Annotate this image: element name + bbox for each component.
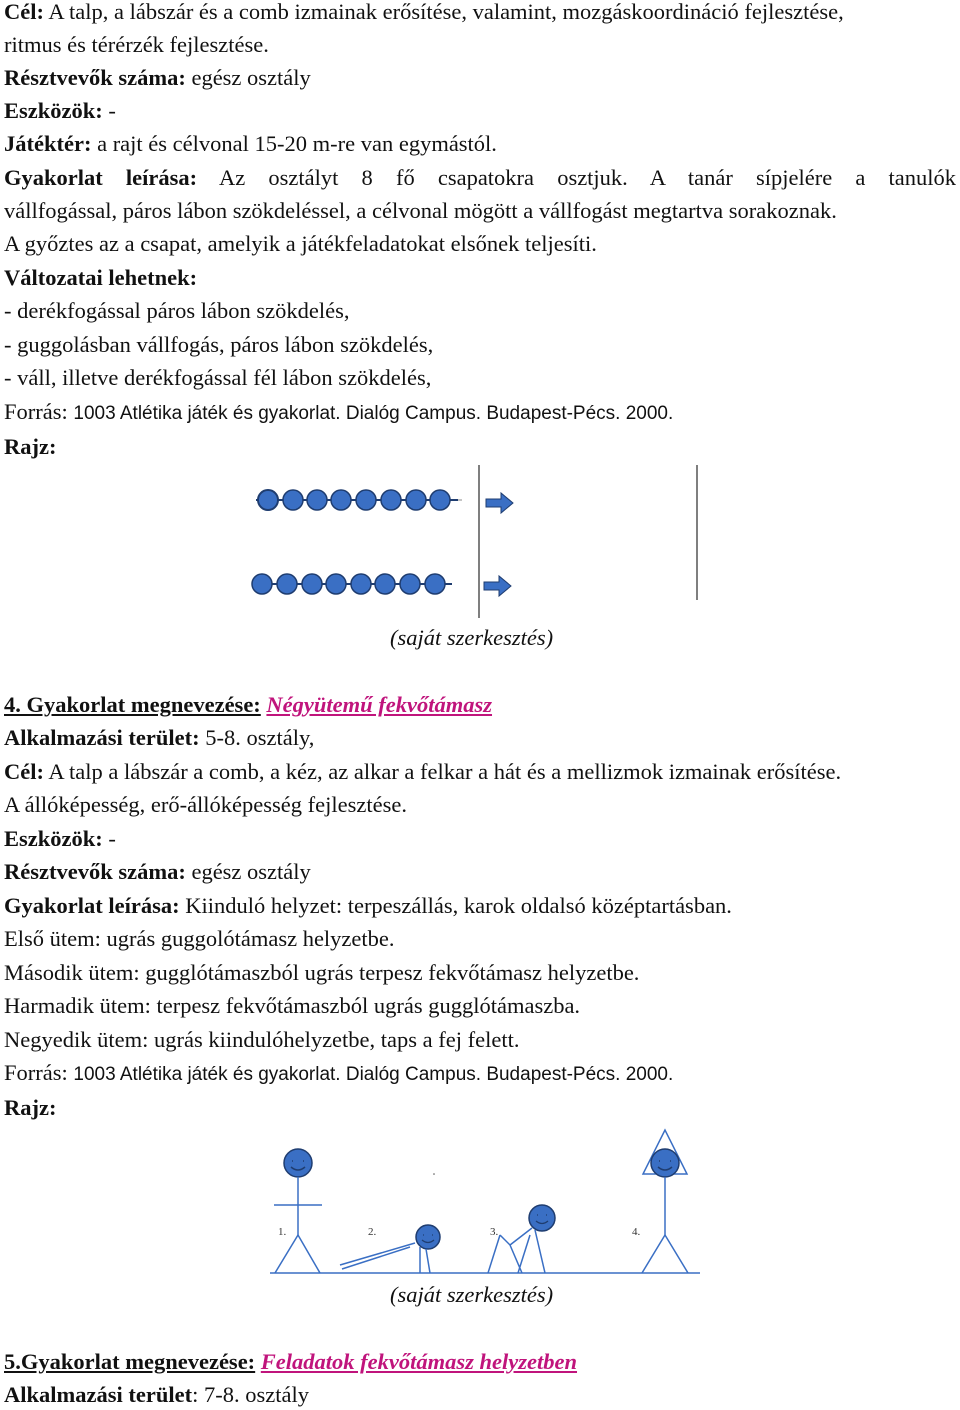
- stick-figure-3: [488, 1205, 555, 1273]
- ex3-tools-value: -: [102, 98, 116, 123]
- ex4-area-value: 5-8. osztály,: [199, 725, 315, 750]
- ex5-area-label: Alkalmazási terület: [4, 1382, 193, 1407]
- child-icon: [252, 574, 272, 594]
- smiley-face-icon: [651, 1149, 679, 1177]
- ex5-heading-title: Feladatok fekvőtámasz helyzetben: [260, 1349, 578, 1374]
- team-race-drawing: [240, 460, 720, 620]
- ex4-step-2: Második ütem: gugglótámaszból ugrás terpesz fekvőtámasz helyzetbe.: [4, 960, 640, 985]
- ex3-participants-label: Résztvevők száma:: [4, 65, 186, 90]
- ex3-desc-line1: [4, 163, 956, 193]
- ex3-goal-line2: ritmus és térérzék fejlesztése.: [4, 32, 269, 57]
- ex4-participants-label: Résztvevők száma:: [4, 859, 186, 884]
- child-icon: [307, 490, 327, 510]
- ex3-source-value: 1003 Atlétika játék és gyakorlat. Dialóg Campus. Budapest-Pécs. 2000.: [73, 403, 674, 424]
- team-row-2: [252, 574, 452, 594]
- ex4-source: [4, 1058, 673, 1090]
- figure-number-4: 4.: [632, 1226, 641, 1238]
- arrow-right-icon: [486, 493, 513, 513]
- child-icon: [425, 574, 445, 594]
- ex3-source: [4, 397, 673, 429]
- child-icon: [331, 490, 351, 510]
- ex3-field-label: Játéktér:: [4, 131, 92, 156]
- smiley-face-icon: [529, 1205, 555, 1231]
- ex3-goal-text: A talp, a lábszár és a comb izmainak erősítése, valamint, mozgáskoordináció fejlesztése,: [43, 0, 844, 24]
- ex4-goal-line2: A állóképesség, erő-állóképesség fejlesztése.: [4, 792, 407, 817]
- ex3-source-label: Forrás:: [4, 399, 74, 424]
- ex3-goal-label: Cél:: [4, 0, 44, 24]
- ex3-drawing-label: Rajz:: [4, 434, 57, 459]
- ex4-area: [4, 723, 314, 753]
- ex4-tools: [4, 824, 116, 854]
- ex3-tools-label: Eszközök:: [4, 98, 103, 123]
- child-icon: [430, 490, 450, 510]
- figure-number-1: 1.: [278, 1226, 287, 1238]
- smiley-face-icon: [284, 1149, 312, 1177]
- stick-figure-2: [340, 1225, 440, 1273]
- child-icon: [326, 574, 346, 594]
- stick-figure-1: [274, 1149, 322, 1273]
- team-row-1: [256, 490, 462, 510]
- ex4-tools-value: -: [102, 826, 116, 851]
- child-icon: [258, 490, 278, 510]
- ex4-desc-value: Kiinduló helyzet: terpeszállás, karok oldalsó középtartásban.: [179, 893, 732, 918]
- ex3-field-value: a rajt és célvonal 15-20 m-re van egymástól.: [91, 131, 497, 156]
- ex5-area: [4, 1380, 309, 1410]
- ex4-heading: [4, 690, 492, 720]
- ex4-step-1: Első ütem: ugrás guggolótámasz helyzetbe.: [4, 926, 395, 951]
- ex3-variant-1: - derékfogással páros lábon szökdelés,: [4, 298, 350, 323]
- child-icon: [351, 574, 371, 594]
- ex3-goal-line1: [4, 0, 844, 27]
- ex4-desc: [4, 891, 732, 921]
- ex3-desc-label: Gyakorlat leírása:: [4, 165, 198, 190]
- ex4-participants-value: egész osztály: [185, 859, 311, 884]
- ex3-variant-3: - váll, illetve derékfogással fél lábon szökdelés,: [4, 365, 432, 390]
- ex4-goal-text: A talp a lábszár a comb, a kéz, az alkar a felkar a hát és a mellizmok izmainak erősítése.: [43, 759, 842, 784]
- child-icon: [406, 490, 426, 510]
- figure-number-2: 2.: [368, 1226, 377, 1238]
- ex4-caption: (saját szerkesztés): [390, 1282, 554, 1307]
- ex4-heading-title: Négyütemű fekvőtámasz: [266, 692, 493, 717]
- ex4-goal-line1: [4, 757, 841, 787]
- ex4-step-3: Harmadik ütem: terpesz fekvőtámaszból ugrás gugglótámaszba.: [4, 993, 581, 1018]
- ex4-step-4: Negyedik ütem: ugrás kiindulóhelyzetbe, taps a fej felett.: [4, 1027, 520, 1052]
- ex4-goal-label: Cél:: [4, 759, 44, 784]
- ex4-source-value: 1003 Atlétika játék és gyakorlat. Dialóg Campus. Budapest-Pécs. 2000.: [73, 1064, 674, 1085]
- child-icon: [302, 574, 322, 594]
- ex4-tools-label: Eszközök:: [4, 826, 103, 851]
- ex3-tools: [4, 96, 116, 126]
- ex3-desc-line2: vállfogással, páros lábon szökdeléssel, a célvonal mögött a vállfogást megtartva sorakoznak.: [4, 198, 837, 223]
- ex4-desc-label: Gyakorlat leírása:: [4, 893, 180, 918]
- ex5-area-value: : 7-8. osztály: [192, 1382, 309, 1407]
- child-icon: [283, 490, 303, 510]
- ex3-variant-2: - guggolásban vállfogás, páros lábon szökdelés,: [4, 332, 434, 357]
- arrow-right-icon: [484, 576, 511, 596]
- ex3-field: [4, 129, 497, 159]
- stick-figure-4: [642, 1130, 688, 1273]
- ex5-heading-prefix: 5.Gyakorlat megnevezése:: [4, 1349, 256, 1374]
- ex3-participants: [4, 63, 311, 93]
- ex4-source-label: Forrás:: [4, 1060, 74, 1085]
- ex4-heading-prefix: 4. Gyakorlat megnevezése:: [4, 692, 261, 717]
- ex4-area-label: Alkalmazási terület:: [4, 725, 200, 750]
- ex3-participants-value: egész osztály: [185, 65, 311, 90]
- child-icon: [375, 574, 395, 594]
- ex3-desc-text: Az osztályt 8 fő csapatokra osztjuk. A tanár sípjelére a tanulók: [197, 165, 956, 190]
- child-icon: [400, 574, 420, 594]
- child-icon: [381, 490, 401, 510]
- ex4-drawing-label: Rajz:: [4, 1095, 57, 1120]
- child-icon: [356, 490, 376, 510]
- ex3-caption: (saját szerkesztés): [390, 625, 554, 650]
- figure-number-3: 3.: [490, 1226, 499, 1238]
- ex3-desc-line3: A győztes az a csapat, amelyik a játékfeladatokat elsőnek teljesíti.: [4, 231, 597, 256]
- child-icon: [277, 574, 297, 594]
- ex3-variants-label: Változatai lehetnek:: [4, 265, 198, 290]
- four-step-figure-drawing: [260, 1125, 710, 1280]
- smiley-face-icon: [416, 1225, 440, 1249]
- ex4-participants: [4, 857, 311, 887]
- ex5-heading: [4, 1347, 577, 1377]
